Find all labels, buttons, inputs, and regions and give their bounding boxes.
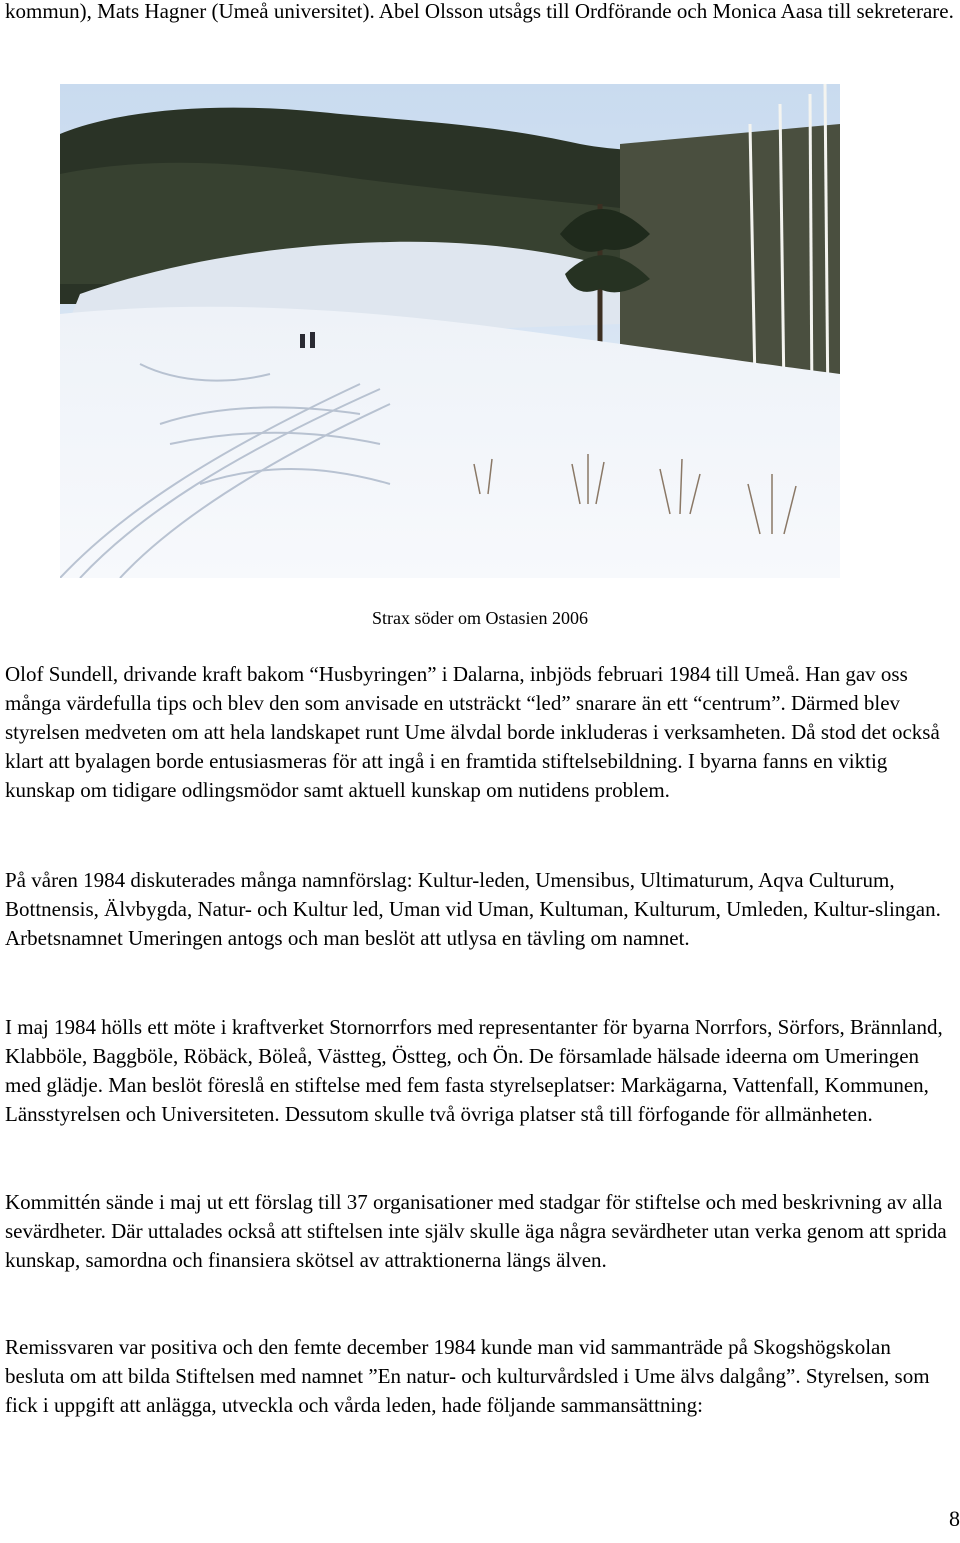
figure-caption: Strax söder om Ostasien 2006	[372, 608, 588, 628]
paragraph-1: Olof Sundell, drivande kraft bakom “Husbyringen” i Dalarna, inbjöds februari 1984 till Umeå. Han gav oss många värdefulla tips och blev den som anvisade en utsträckt “led” snarare än ett “centrum”. Därmed blev styrelsen medveten om att hela landskapet runt Ume älvdal borde inkluderas i verksamheten. Då stod det också klart att byalagen borde entusiasmeras för att ingå i en framtida stiftelsebildning. I byarna fanns en viktig kunskap om tidigare odlingsmödor samt aktuell kunskap om nutidens problem.	[5, 662, 940, 802]
paragraph-5: Remissvaren var positiva och den femte december 1984 kunde man vid sammanträde på Skogshögskolan besluta om att bilda Stiftelsen med namnet ”En natur- och kulturvårdsled i Ume älvs dalgång”. Styrelsen, som fick i uppgift att anlägga, utveckla och vårda leden, hade följande sammansättning:	[5, 1335, 930, 1417]
paragraph-4: Kommittén sände i maj ut ett förslag till 37 organisationer med stadgar för stiftelse och med beskrivning av alla sevärdheter. Där uttalades också att stiftelsen inte själv skulle äga några sevärdheter utan verka genom att sprida kunskap, samordna och finansiera skötsel av attraktionerna längs älven.	[5, 1190, 947, 1272]
page-number: 8	[949, 1506, 960, 1531]
paragraph-2: På våren 1984 diskuterades många namnförslag: Kultur-leden, Umensibus, Ultimaturum, Aqva Culturum, Bottnensis, Älvbygda, Natur- och Kultur led, Uman vid Uman, Kultuman, Kulturum, Umleden, Kultur-slingan. Arbetsnamnet Umeringen antogs och man beslöt att utlysa en tävling om namnet.	[5, 868, 941, 950]
top-paragraph: kommun), Mats Hagner (Umeå universitet). Abel Olsson utsågs till Ordförande och Monica Aasa till sekreterare.	[5, 0, 954, 23]
winter-landscape-photo	[60, 84, 840, 578]
paragraph-3: I maj 1984 hölls ett möte i kraftverket Stornorrfors med representanter för byarna Norrfors, Sörfors, Brännland, Klabböle, Baggböle, Röbäck, Böleå, Västteg, Östteg, och Ön. De församlade hälsade ideerna om Umeringen med glädje. Man beslöt föreslå en stiftelse med fem fasta styrelseplatser: Markägarna, Vattenfall, Kommunen, Länsstyrelsen och Universiteten. Dessutom skulle två övriga platser stå till förfogande för allmänheten.	[5, 1015, 943, 1126]
